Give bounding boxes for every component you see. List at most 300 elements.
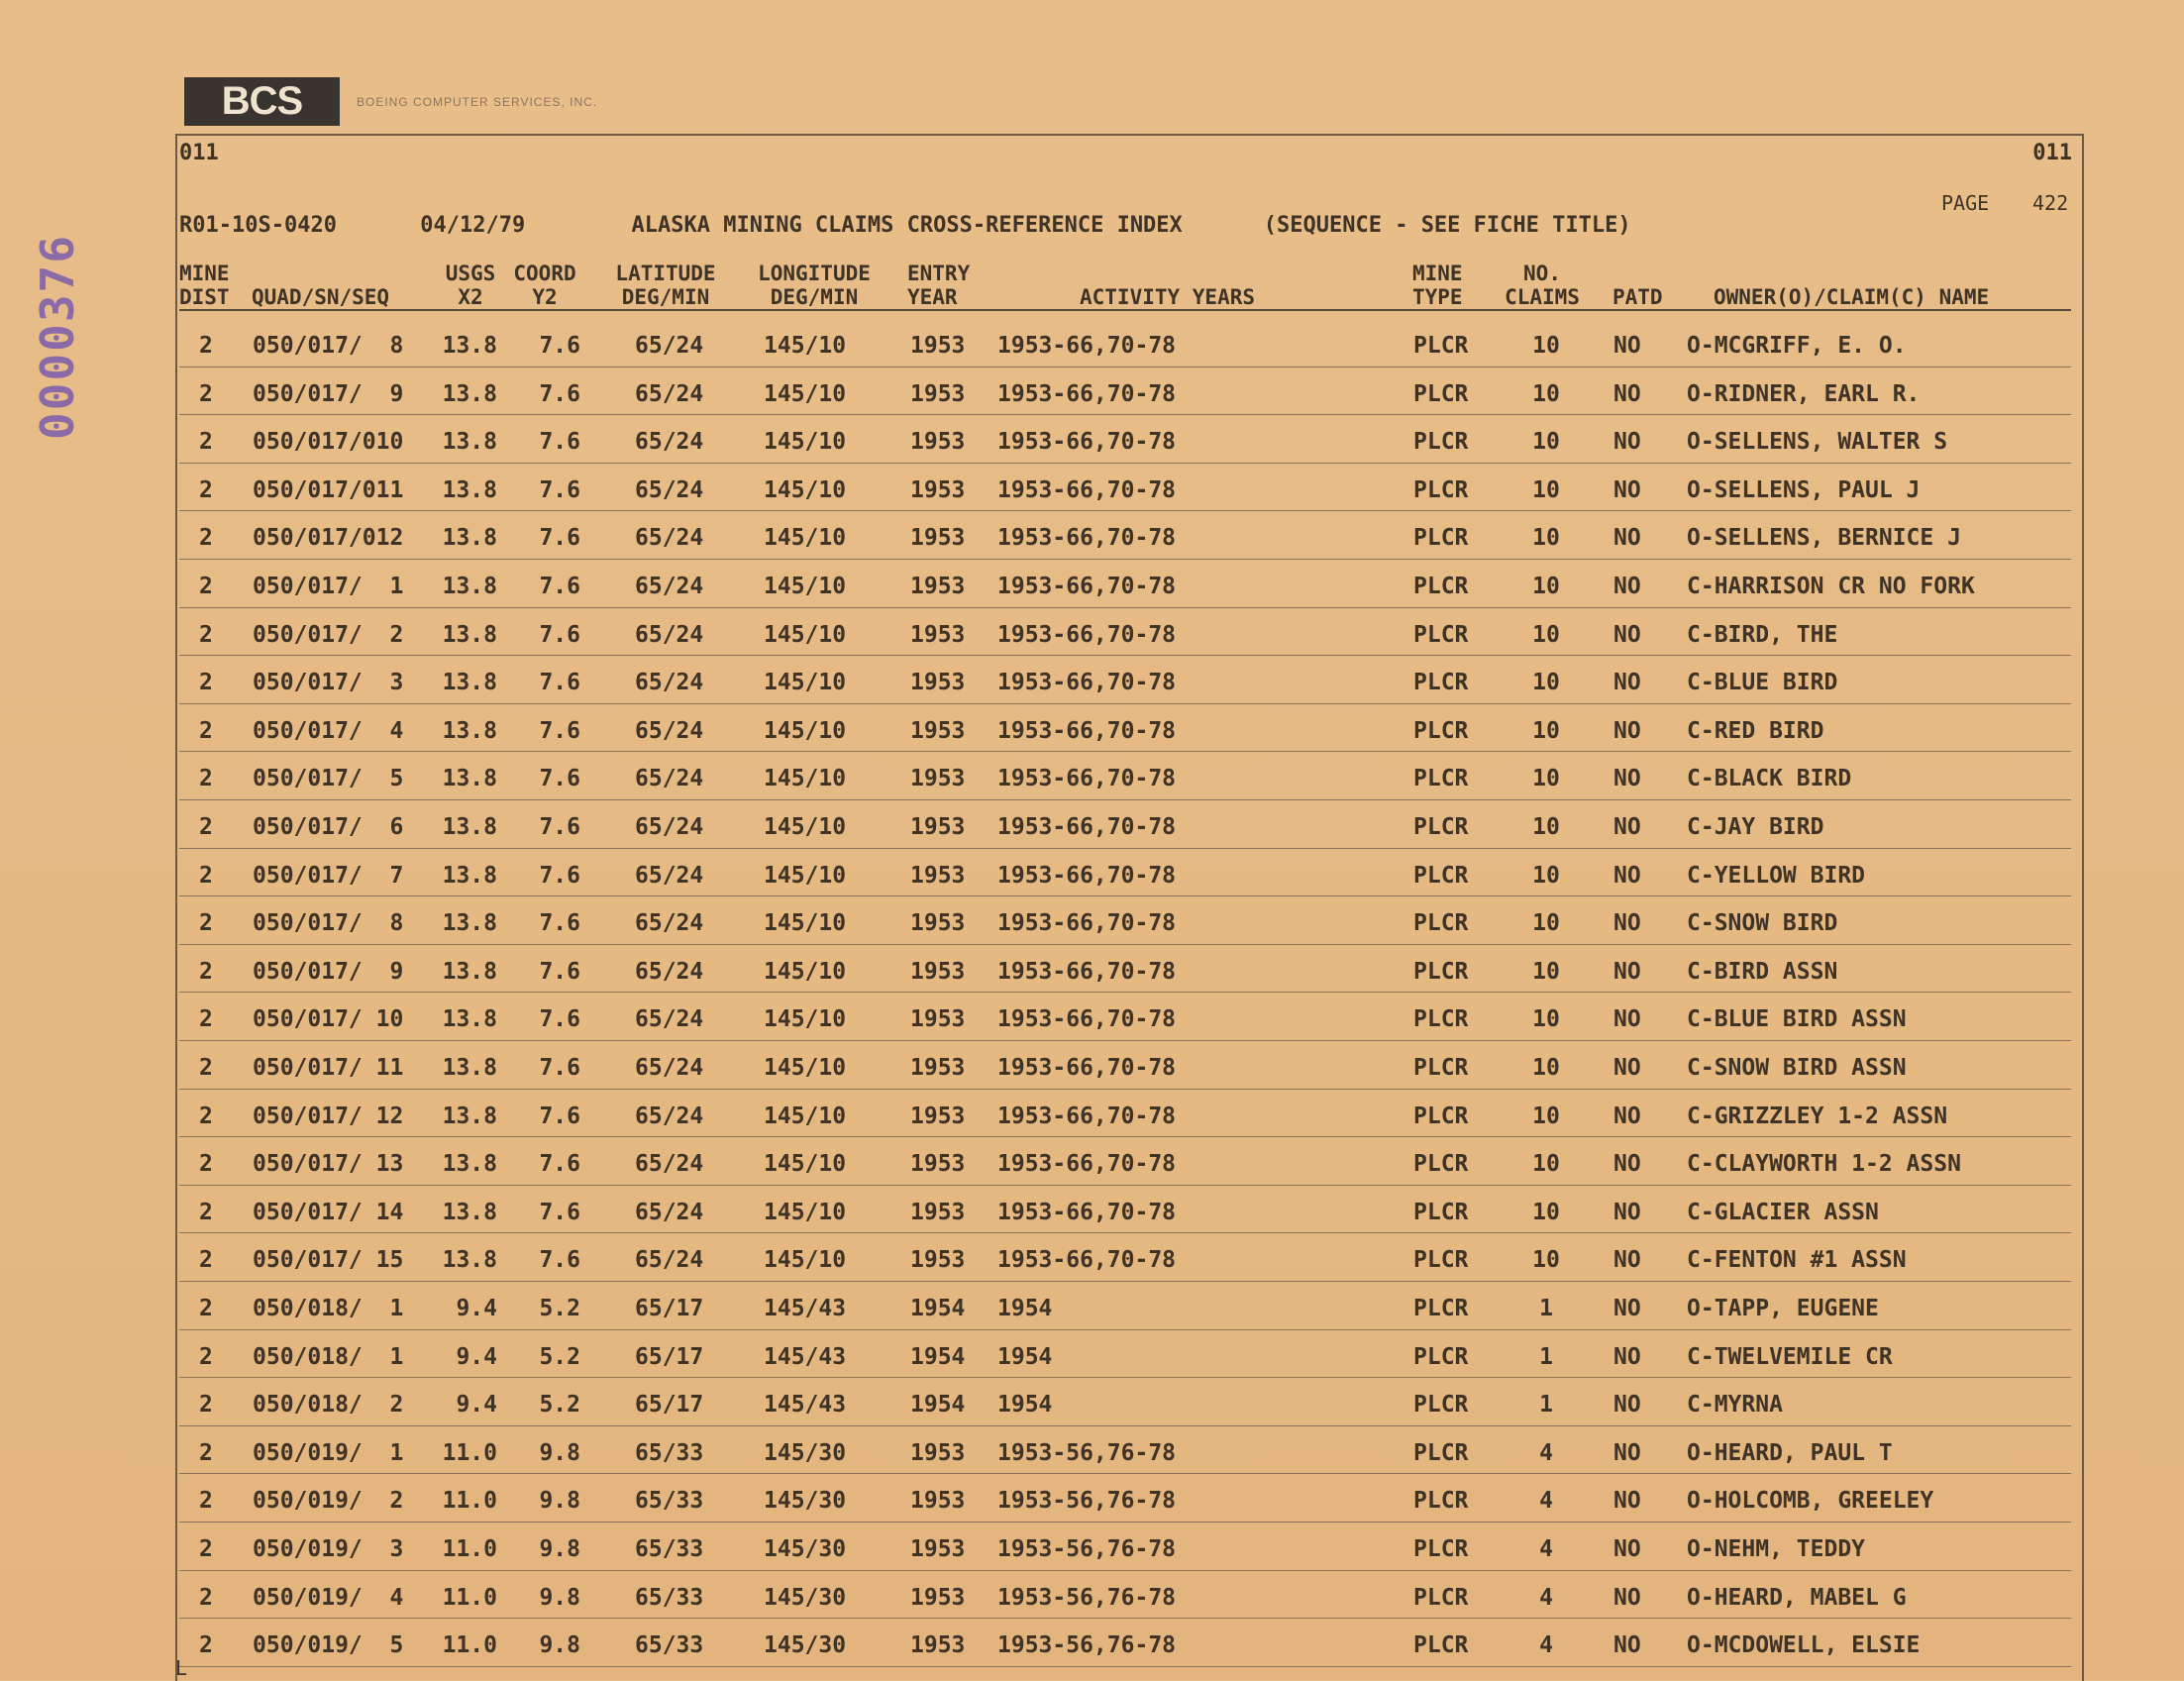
cell-claims: 10 bbox=[1532, 958, 1560, 985]
table-row bbox=[179, 1186, 2071, 1234]
cell-patd: NO bbox=[1613, 1055, 1641, 1081]
cell-year: 1953 bbox=[910, 380, 966, 407]
page-label: PAGE bbox=[1941, 191, 1990, 215]
column-header-line: Y2 bbox=[532, 285, 558, 309]
cell-type: PLCR bbox=[1413, 958, 1469, 985]
cell-quad: 050/019/ 1 bbox=[253, 1439, 404, 1466]
cell-claims: 10 bbox=[1532, 1199, 1560, 1225]
cell-activity: 1953-56,76-78 bbox=[997, 1488, 1177, 1515]
cell-x2: 9.4 bbox=[456, 1296, 497, 1321]
cell-name: O-HEARD, MABEL G bbox=[1687, 1584, 1907, 1611]
cell-patd: NO bbox=[1613, 476, 1641, 503]
cell-quad: 050/017/ 3 bbox=[253, 670, 404, 696]
cell-year: 1953 bbox=[910, 1151, 966, 1178]
cell-x2: 13.8 bbox=[442, 621, 497, 648]
cell-dist: 2 bbox=[199, 766, 213, 792]
cell-name: O-HEARD, PAUL T bbox=[1687, 1439, 1893, 1466]
column-header-line: LATITUDE bbox=[615, 262, 716, 285]
cell-y2: 7.6 bbox=[539, 574, 580, 599]
cell-lat: 65/17 bbox=[635, 1392, 704, 1418]
cell-dist: 2 bbox=[199, 1151, 213, 1178]
table-row bbox=[179, 1426, 2071, 1475]
table-row bbox=[179, 1041, 2071, 1090]
cell-type: PLCR bbox=[1413, 1199, 1469, 1225]
cell-lat: 65/24 bbox=[635, 1103, 704, 1129]
cell-type: PLCR bbox=[1413, 862, 1469, 889]
table-row bbox=[179, 560, 2071, 608]
cell-patd: NO bbox=[1613, 1584, 1641, 1611]
cell-name: C-FENTON #1 ASSN bbox=[1687, 1247, 1907, 1274]
logo-subtext: BOEING COMPUTER SERVICES, INC. bbox=[357, 95, 598, 109]
cell-quad: 050/017/ 14 bbox=[253, 1199, 404, 1225]
cell-patd: NO bbox=[1613, 1151, 1641, 1178]
cell-patd: NO bbox=[1613, 1343, 1641, 1370]
column-header-line: MINE bbox=[1412, 262, 1463, 285]
cell-x2: 13.8 bbox=[442, 717, 497, 744]
cell-lon: 145/43 bbox=[764, 1392, 847, 1418]
cell-y2: 7.6 bbox=[539, 333, 580, 359]
column-header-line: PATD bbox=[1612, 285, 1663, 309]
cell-year: 1953 bbox=[910, 621, 966, 648]
cell-year: 1953 bbox=[910, 910, 966, 937]
cell-dist: 2 bbox=[199, 862, 213, 889]
cell-type: PLCR bbox=[1413, 1103, 1469, 1129]
report-date: 04/12/79 bbox=[420, 213, 526, 238]
cell-name: O-SELLENS, BERNICE J bbox=[1687, 525, 1961, 552]
cell-x2: 13.8 bbox=[442, 574, 497, 599]
cell-dist: 2 bbox=[199, 380, 213, 407]
cell-year: 1953 bbox=[910, 525, 966, 552]
cell-year: 1953 bbox=[910, 717, 966, 744]
cell-dist: 2 bbox=[199, 574, 213, 599]
cell-lon: 145/10 bbox=[764, 476, 847, 503]
cell-quad: 050/019/ 4 bbox=[253, 1584, 404, 1611]
cell-quad: 050/017/ 5 bbox=[253, 766, 404, 792]
cell-x2: 13.8 bbox=[442, 670, 497, 696]
cell-year: 1953 bbox=[910, 429, 966, 456]
cell-x2: 13.8 bbox=[442, 333, 497, 359]
cell-claims: 4 bbox=[1539, 1632, 1553, 1659]
table-row bbox=[179, 464, 2071, 512]
cell-x2: 13.8 bbox=[442, 958, 497, 985]
cell-type: PLCR bbox=[1413, 1247, 1469, 1274]
cell-claims: 1 bbox=[1539, 1343, 1553, 1370]
cell-name: C-JAY BIRD bbox=[1687, 814, 1824, 840]
cell-lon: 145/43 bbox=[764, 1343, 847, 1370]
cell-quad: 050/017/ 8 bbox=[253, 333, 404, 359]
cell-lon: 145/10 bbox=[764, 333, 847, 359]
cell-y2: 7.6 bbox=[539, 429, 580, 456]
column-header-line: TYPE bbox=[1412, 285, 1463, 309]
cell-dist: 2 bbox=[199, 717, 213, 744]
cell-lon: 145/10 bbox=[764, 910, 847, 937]
cell-dist: 2 bbox=[199, 1343, 213, 1370]
cell-type: PLCR bbox=[1413, 910, 1469, 937]
cell-claims: 10 bbox=[1532, 1055, 1560, 1081]
cell-patd: NO bbox=[1613, 958, 1641, 985]
cell-quad: 050/019/ 3 bbox=[253, 1536, 404, 1562]
cell-x2: 13.8 bbox=[442, 1247, 497, 1274]
cell-lon: 145/10 bbox=[764, 380, 847, 407]
header-rule bbox=[179, 309, 2071, 311]
cell-claims: 10 bbox=[1532, 574, 1560, 599]
report-header-line bbox=[179, 213, 1631, 238]
cell-activity: 1953-66,70-78 bbox=[997, 1199, 1177, 1225]
cell-type: PLCR bbox=[1413, 1055, 1469, 1081]
cell-name: C-GRIZZLEY 1-2 ASSN bbox=[1687, 1103, 1948, 1129]
cell-name: O-MCDOWELL, ELSIE bbox=[1687, 1632, 1921, 1659]
table-row bbox=[179, 1378, 2071, 1426]
cell-lon: 145/10 bbox=[764, 574, 847, 599]
cell-year: 1953 bbox=[910, 670, 966, 696]
cell-lat: 65/24 bbox=[635, 574, 704, 599]
cell-activity: 1953-66,70-78 bbox=[997, 1103, 1177, 1129]
cell-name: C-BLUE BIRD bbox=[1687, 670, 1838, 696]
cell-claims: 1 bbox=[1539, 1296, 1553, 1321]
cell-patd: NO bbox=[1613, 1247, 1641, 1274]
cell-lon: 145/10 bbox=[764, 766, 847, 792]
cell-type: PLCR bbox=[1413, 1632, 1469, 1659]
cell-y2: 9.8 bbox=[539, 1536, 580, 1562]
cell-claims: 10 bbox=[1532, 621, 1560, 648]
report-id: R01-10S-0420 bbox=[179, 213, 337, 238]
cell-dist: 2 bbox=[199, 1247, 213, 1274]
cell-x2: 13.8 bbox=[442, 1055, 497, 1081]
cell-type: PLCR bbox=[1413, 766, 1469, 792]
cell-activity: 1953-66,70-78 bbox=[997, 1247, 1177, 1274]
cell-dist: 2 bbox=[199, 1584, 213, 1611]
cell-quad: 050/017/ 9 bbox=[253, 958, 404, 985]
cell-y2: 7.6 bbox=[539, 814, 580, 840]
cell-activity: 1953-66,70-78 bbox=[997, 958, 1177, 985]
cell-claims: 10 bbox=[1532, 476, 1560, 503]
cell-y2: 5.2 bbox=[539, 1343, 580, 1370]
cell-year: 1953 bbox=[910, 814, 966, 840]
cell-y2: 7.6 bbox=[539, 380, 580, 407]
cell-claims: 1 bbox=[1539, 1392, 1553, 1418]
cell-year: 1953 bbox=[910, 1103, 966, 1129]
table-row bbox=[179, 1233, 2071, 1282]
cell-lon: 145/43 bbox=[764, 1296, 847, 1321]
cell-x2: 13.8 bbox=[442, 525, 497, 552]
cell-x2: 11.0 bbox=[442, 1584, 497, 1611]
cell-year: 1954 bbox=[910, 1392, 966, 1418]
cell-lon: 145/10 bbox=[764, 958, 847, 985]
cell-year: 1953 bbox=[910, 1247, 966, 1274]
cell-lat: 65/24 bbox=[635, 1151, 704, 1178]
column-header-quad bbox=[252, 262, 410, 309]
cell-lat: 65/24 bbox=[635, 621, 704, 648]
cell-year: 1953 bbox=[910, 1536, 966, 1562]
cell-lat: 65/33 bbox=[635, 1488, 704, 1515]
column-header-activity bbox=[1080, 262, 1278, 309]
cell-type: PLCR bbox=[1413, 333, 1469, 359]
cell-claims: 4 bbox=[1539, 1536, 1553, 1562]
column-header-line: NO. bbox=[1523, 262, 1561, 285]
cell-year: 1953 bbox=[910, 1632, 966, 1659]
table-row bbox=[179, 656, 2071, 704]
cell-patd: NO bbox=[1613, 814, 1641, 840]
cell-patd: NO bbox=[1613, 525, 1641, 552]
cell-lon: 145/30 bbox=[764, 1584, 847, 1611]
cell-name: C-BLACK BIRD bbox=[1687, 766, 1852, 792]
cell-lat: 65/24 bbox=[635, 1006, 704, 1033]
cell-activity: 1953-56,76-78 bbox=[997, 1632, 1177, 1659]
cell-activity: 1953-56,76-78 bbox=[997, 1439, 1177, 1466]
cell-activity: 1953-66,70-78 bbox=[997, 862, 1177, 889]
cell-x2: 9.4 bbox=[456, 1343, 497, 1370]
cell-type: PLCR bbox=[1413, 1536, 1469, 1562]
cell-year: 1953 bbox=[910, 1584, 966, 1611]
cell-type: PLCR bbox=[1413, 814, 1469, 840]
cell-lon: 145/10 bbox=[764, 525, 847, 552]
cell-dist: 2 bbox=[199, 1055, 213, 1081]
column-header-line: LONGITUDE bbox=[758, 262, 871, 285]
cell-x2: 13.8 bbox=[442, 476, 497, 503]
column-header-line bbox=[252, 262, 410, 285]
cell-lon: 145/30 bbox=[764, 1536, 847, 1562]
cell-y2: 7.6 bbox=[539, 766, 580, 792]
cell-lon: 145/10 bbox=[764, 717, 847, 744]
cell-quad: 050/017/ 13 bbox=[253, 1151, 404, 1178]
cell-patd: NO bbox=[1613, 574, 1641, 599]
cell-dist: 2 bbox=[199, 910, 213, 937]
cell-type: PLCR bbox=[1413, 1584, 1469, 1611]
table-row bbox=[179, 800, 2071, 849]
column-header-line bbox=[1080, 262, 1278, 285]
cell-y2: 7.6 bbox=[539, 476, 580, 503]
cell-name: C-GLACIER ASSN bbox=[1687, 1199, 1879, 1225]
cell-lat: 65/24 bbox=[635, 525, 704, 552]
cell-name: C-BIRD ASSN bbox=[1687, 958, 1838, 985]
cell-dist: 2 bbox=[199, 670, 213, 696]
cell-quad: 050/018/ 1 bbox=[253, 1343, 404, 1370]
cell-activity: 1953-66,70-78 bbox=[997, 429, 1177, 456]
table-row bbox=[179, 1571, 2071, 1620]
cell-claims: 10 bbox=[1532, 1247, 1560, 1274]
cell-name: C-TWELVEMILE CR bbox=[1687, 1343, 1893, 1370]
column-header-claims bbox=[1498, 262, 1587, 309]
cell-lon: 145/10 bbox=[764, 1247, 847, 1274]
bcs-logo: BCS bbox=[184, 77, 340, 126]
cell-patd: NO bbox=[1613, 1632, 1641, 1659]
cell-dist: 2 bbox=[199, 814, 213, 840]
cell-lon: 145/10 bbox=[764, 1006, 847, 1033]
cell-dist: 2 bbox=[199, 1439, 213, 1466]
cell-lon: 145/10 bbox=[764, 1151, 847, 1178]
cell-lat: 65/33 bbox=[635, 1439, 704, 1466]
cell-claims: 10 bbox=[1532, 1103, 1560, 1129]
column-header-line bbox=[1612, 262, 1672, 285]
cell-claims: 10 bbox=[1532, 1006, 1560, 1033]
cell-x2: 13.8 bbox=[442, 1151, 497, 1178]
cell-dist: 2 bbox=[199, 1199, 213, 1225]
cell-y2: 9.8 bbox=[539, 1439, 580, 1466]
cell-x2: 11.0 bbox=[442, 1536, 497, 1562]
column-header-owner bbox=[1714, 262, 2070, 309]
cell-activity: 1953-66,70-78 bbox=[997, 670, 1177, 696]
column-header-entry-year bbox=[907, 262, 977, 309]
table-row bbox=[179, 511, 2071, 560]
table-row bbox=[179, 368, 2071, 416]
column-header-longitude bbox=[745, 262, 884, 309]
cell-y2: 7.6 bbox=[539, 1199, 580, 1225]
cell-activity: 1953-66,70-78 bbox=[997, 910, 1177, 937]
cell-patd: NO bbox=[1613, 1103, 1641, 1129]
cell-patd: NO bbox=[1613, 1439, 1641, 1466]
cell-dist: 2 bbox=[199, 1103, 213, 1129]
table-row bbox=[179, 849, 2071, 897]
cell-claims: 10 bbox=[1532, 333, 1560, 359]
cell-y2: 7.6 bbox=[539, 1247, 580, 1274]
report-code-left: 011 bbox=[179, 141, 219, 165]
cell-patd: NO bbox=[1613, 380, 1641, 407]
cell-lat: 65/24 bbox=[635, 1247, 704, 1274]
cell-year: 1953 bbox=[910, 1199, 966, 1225]
corner-mark: L bbox=[175, 1656, 188, 1680]
cell-lon: 145/10 bbox=[764, 1199, 847, 1225]
cell-claims: 10 bbox=[1532, 814, 1560, 840]
cell-patd: NO bbox=[1613, 333, 1641, 359]
table-row bbox=[179, 993, 2071, 1041]
cell-patd: NO bbox=[1613, 429, 1641, 456]
cell-dist: 2 bbox=[199, 429, 213, 456]
cell-type: PLCR bbox=[1413, 476, 1469, 503]
report-subtitle: (SEQUENCE - SEE FICHE TITLE) bbox=[1263, 213, 1631, 238]
cell-lon: 145/10 bbox=[764, 621, 847, 648]
cell-lat: 65/24 bbox=[635, 476, 704, 503]
cell-lat: 65/24 bbox=[635, 1055, 704, 1081]
column-header-line: OWNER(O)/CLAIM(C) NAME bbox=[1714, 285, 1990, 309]
cell-type: PLCR bbox=[1413, 380, 1469, 407]
cell-claims: 10 bbox=[1532, 380, 1560, 407]
column-header-line: DEG/MIN bbox=[770, 285, 859, 309]
column-header-line: X2 bbox=[458, 285, 483, 309]
cell-patd: NO bbox=[1613, 1006, 1641, 1033]
cell-type: PLCR bbox=[1413, 670, 1469, 696]
column-header-latitude bbox=[606, 262, 725, 309]
column-header-line: USGS bbox=[445, 262, 496, 285]
cell-x2: 9.4 bbox=[456, 1392, 497, 1418]
cell-claims: 10 bbox=[1532, 525, 1560, 552]
column-header-coord-y2 bbox=[505, 262, 584, 309]
cell-quad: 050/018/ 2 bbox=[253, 1392, 404, 1418]
cell-quad: 050/017/ 2 bbox=[253, 621, 404, 648]
cell-name: O-HOLCOMB, GREELEY bbox=[1687, 1488, 1934, 1515]
cell-lat: 65/24 bbox=[635, 670, 704, 696]
cell-claims: 10 bbox=[1532, 670, 1560, 696]
cell-lat: 65/24 bbox=[635, 333, 704, 359]
cell-lat: 65/33 bbox=[635, 1536, 704, 1562]
cell-y2: 9.8 bbox=[539, 1632, 580, 1659]
cell-y2: 5.2 bbox=[539, 1392, 580, 1418]
cell-name: O-RIDNER, EARL R. bbox=[1687, 380, 1921, 407]
cell-lat: 65/33 bbox=[635, 1584, 704, 1611]
cell-dist: 2 bbox=[199, 1006, 213, 1033]
cell-quad: 050/019/ 2 bbox=[253, 1488, 404, 1515]
cell-year: 1954 bbox=[910, 1343, 966, 1370]
cell-type: PLCR bbox=[1413, 1488, 1469, 1515]
cell-x2: 13.8 bbox=[442, 1103, 497, 1129]
cell-patd: NO bbox=[1613, 1488, 1641, 1515]
cell-name: O-MCGRIFF, E. O. bbox=[1687, 333, 1907, 359]
cell-activity: 1953-66,70-78 bbox=[997, 380, 1177, 407]
cell-quad: 050/017/011 bbox=[253, 476, 404, 503]
cell-dist: 2 bbox=[199, 1488, 213, 1515]
cell-name: C-RED BIRD bbox=[1687, 717, 1824, 744]
column-header-line: DIST bbox=[179, 285, 230, 309]
cell-name: C-HARRISON CR NO FORK bbox=[1687, 574, 1975, 599]
cell-quad: 050/017/ 6 bbox=[253, 814, 404, 840]
cell-claims: 10 bbox=[1532, 862, 1560, 889]
cell-type: PLCR bbox=[1413, 1006, 1469, 1033]
cell-dist: 2 bbox=[199, 333, 213, 359]
cell-type: PLCR bbox=[1413, 525, 1469, 552]
cell-activity: 1954 bbox=[997, 1392, 1053, 1418]
cell-lat: 65/24 bbox=[635, 429, 704, 456]
cell-y2: 9.8 bbox=[539, 1584, 580, 1611]
cell-claims: 10 bbox=[1532, 910, 1560, 937]
table-row bbox=[179, 752, 2071, 800]
cell-quad: 050/017/ 8 bbox=[253, 910, 404, 937]
cell-patd: NO bbox=[1613, 1536, 1641, 1562]
cell-type: PLCR bbox=[1413, 1439, 1469, 1466]
cell-type: PLCR bbox=[1413, 1392, 1469, 1418]
cell-year: 1953 bbox=[910, 1439, 966, 1466]
table-row bbox=[179, 1474, 2071, 1523]
cell-x2: 13.8 bbox=[442, 862, 497, 889]
column-header-usgs-x2 bbox=[436, 262, 505, 309]
cell-year: 1953 bbox=[910, 862, 966, 889]
cell-claims: 4 bbox=[1539, 1584, 1553, 1611]
cell-patd: NO bbox=[1613, 621, 1641, 648]
cell-activity: 1954 bbox=[997, 1296, 1053, 1321]
cell-year: 1953 bbox=[910, 574, 966, 599]
column-header-line: ACTIVITY YEARS bbox=[1080, 285, 1256, 309]
cell-type: PLCR bbox=[1413, 1296, 1469, 1321]
cell-activity: 1953-66,70-78 bbox=[997, 621, 1177, 648]
cell-activity: 1953-66,70-78 bbox=[997, 525, 1177, 552]
table-row bbox=[179, 896, 2071, 945]
column-header-line: DEG/MIN bbox=[621, 285, 710, 309]
column-header-patd bbox=[1612, 262, 1672, 309]
cell-lat: 65/24 bbox=[635, 766, 704, 792]
column-header-line: QUAD/SN/SEQ bbox=[252, 285, 390, 309]
cell-quad: 050/017/ 10 bbox=[253, 1006, 404, 1033]
cell-y2: 7.6 bbox=[539, 717, 580, 744]
cell-quad: 050/018/ 1 bbox=[253, 1296, 404, 1321]
cell-dist: 2 bbox=[199, 1536, 213, 1562]
column-header-line: CLAIMS bbox=[1505, 285, 1580, 309]
cell-name: C-SNOW BIRD ASSN bbox=[1687, 1055, 1907, 1081]
cell-x2: 13.8 bbox=[442, 910, 497, 937]
table-row bbox=[179, 415, 2071, 464]
cell-activity: 1953-66,70-78 bbox=[997, 476, 1177, 503]
table-row bbox=[179, 1523, 2071, 1571]
cell-year: 1953 bbox=[910, 476, 966, 503]
cell-lat: 65/33 bbox=[635, 1632, 704, 1659]
cell-activity: 1953-56,76-78 bbox=[997, 1536, 1177, 1562]
table-row bbox=[179, 1090, 2071, 1138]
cell-lat: 65/17 bbox=[635, 1343, 704, 1370]
cell-year: 1953 bbox=[910, 1006, 966, 1033]
cell-x2: 13.8 bbox=[442, 380, 497, 407]
cell-name: C-BLUE BIRD ASSN bbox=[1687, 1006, 1907, 1033]
cell-y2: 7.6 bbox=[539, 862, 580, 889]
cell-type: PLCR bbox=[1413, 1151, 1469, 1178]
table-row bbox=[179, 704, 2071, 753]
cell-lat: 65/24 bbox=[635, 910, 704, 937]
